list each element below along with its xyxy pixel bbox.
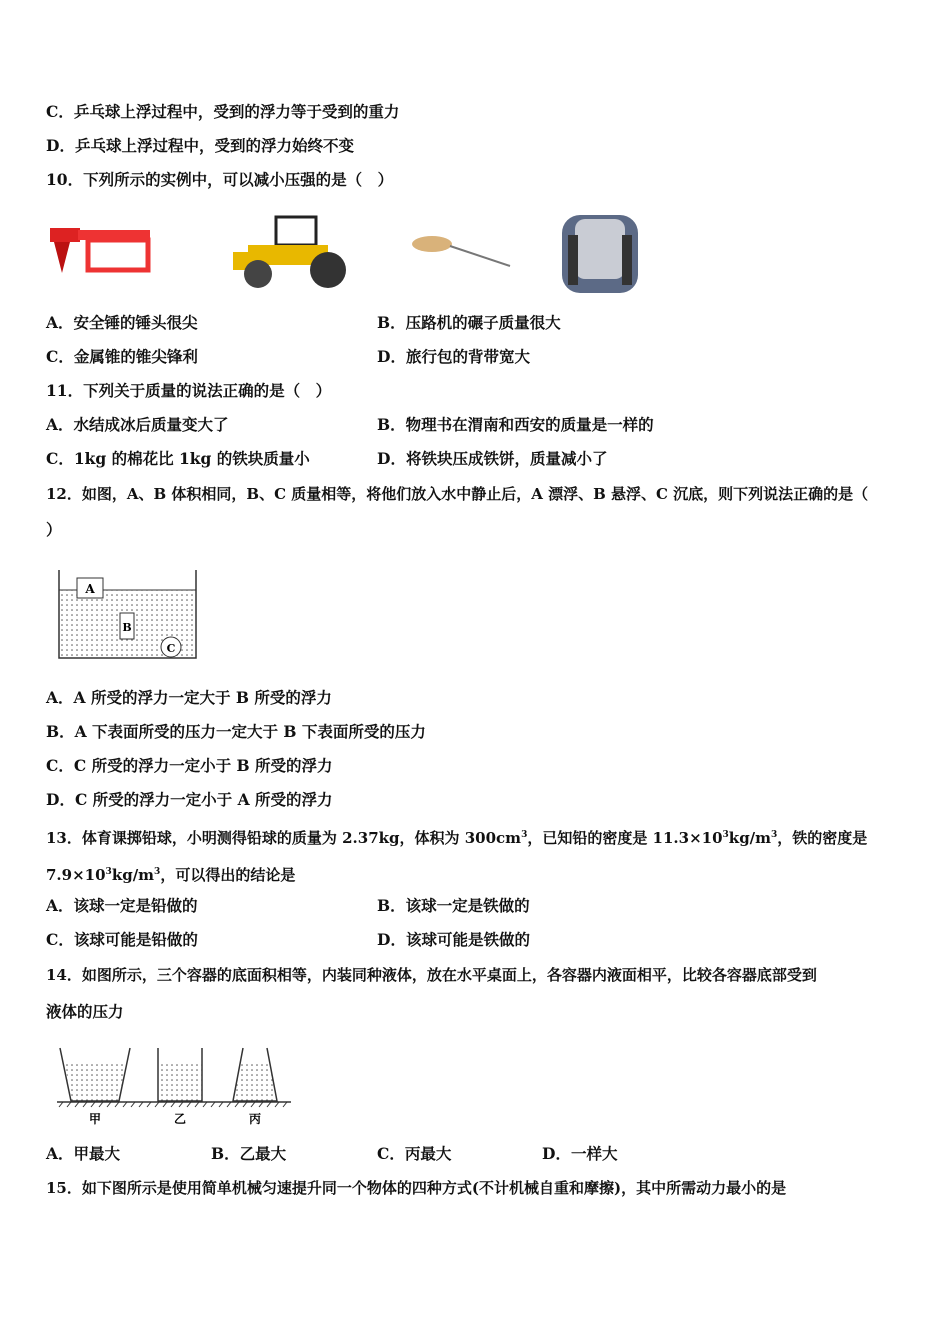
metal-awl-image bbox=[410, 230, 515, 275]
q14-option-c: C．丙最大 bbox=[377, 1144, 452, 1163]
container-label-jia: 甲 bbox=[88, 1112, 102, 1126]
block-b-label: B bbox=[122, 621, 132, 634]
q9-option-c: C．乒乓球上浮过程中，受到的浮力等于受到的重力 bbox=[46, 102, 400, 121]
q14-option-b: B．乙最大 bbox=[211, 1144, 287, 1163]
backpack-image bbox=[550, 205, 650, 297]
q11-option-c: C．1kg 的棉花比 1kg 的铁块质量小 bbox=[46, 449, 310, 468]
q14-stem-line2: 液体的压力 bbox=[46, 1002, 124, 1021]
road-roller-image bbox=[228, 212, 348, 292]
container-label-bing: 丙 bbox=[248, 1112, 262, 1126]
q14-stem: 14．如图所示，三个容器的底面积相等，内装同种液体，放在水平桌面上，各容器内液面相平，比较各容器底部受到 bbox=[46, 966, 817, 984]
block-a-label: A bbox=[85, 582, 95, 596]
q12-stem-end: ） bbox=[46, 520, 62, 539]
q12-stem: 12．如图，A、B 体积相同，B、C 质量相等，将他们放入水中静止后，A 漂浮、B 悬浮、C 沉底，则下列说法正确的是（ bbox=[46, 485, 869, 503]
q13-option-a: A．该球一定是铅做的 bbox=[46, 896, 198, 915]
q14-option-a: A．甲最大 bbox=[46, 1144, 121, 1163]
q11-option-d: D．将铁块压成铁饼，质量减小了 bbox=[377, 449, 608, 468]
q10-option-d: D．旅行包的背带宽大 bbox=[377, 347, 530, 366]
q10-stem: 10．下列所示的实例中，可以减小压强的是（ ） bbox=[46, 170, 394, 189]
q12-option-b: B．A 下表面所受的压力一定大于 B 下表面所受的压力 bbox=[46, 722, 426, 741]
q10-option-c: C．金属锥的锥尖锋利 bbox=[46, 347, 198, 366]
q10-option-b: B．压路机的碾子质量很大 bbox=[377, 313, 561, 332]
q12-option-d: D．C 所受的浮力一定小于 A 所受的浮力 bbox=[46, 790, 333, 809]
q13-stem-line2: $7.9\times 10^3kg/m^3$，可以得出的结论是 bbox=[46, 866, 296, 884]
q9-option-d: D．乒乓球上浮过程中，受到的浮力始终不变 bbox=[46, 136, 354, 155]
q11-option-b: B．物理书在渭南和西安的质量是一样的 bbox=[377, 415, 654, 434]
q13-option-d: D．该球可能是铁做的 bbox=[377, 930, 530, 949]
q13-stem: 13．体育课掷铅球，小明测得铅球的质量为 2.37kg，体积为 $300cm^3$，已知铅的密度是 $11.3\times 10^3kg/m^3$，铁的密度是 bbox=[46, 829, 868, 847]
q11-option-a: A．水结成冰后质量变大了 bbox=[46, 415, 229, 434]
q12-water-container-figure bbox=[55, 568, 200, 663]
q14-option-d: D．一样大 bbox=[542, 1144, 618, 1163]
safety-hammer-image bbox=[48, 218, 158, 293]
q11-stem: 11．下列关于质量的说法正确的是（ ） bbox=[46, 381, 332, 400]
q10-option-a: A．安全锤的锤头很尖 bbox=[46, 313, 198, 332]
ball-c-label: C bbox=[166, 642, 176, 655]
container-label-yi: 乙 bbox=[173, 1112, 187, 1126]
q12-option-a: A．A 所受的浮力一定大于 B 所受的浮力 bbox=[46, 688, 332, 707]
q14-containers-figure bbox=[55, 1043, 295, 1128]
q13-option-b: B．该球一定是铁做的 bbox=[377, 896, 530, 915]
q12-option-c: C．C 所受的浮力一定小于 B 所受的浮力 bbox=[46, 756, 333, 775]
q13-option-c: C．该球可能是铅做的 bbox=[46, 930, 198, 949]
q15-stem: 15．如下图所示是使用简单机械匀速提升同一个物体的四种方式(不计机械自重和摩擦)，其中所需动力最小的是 bbox=[46, 1179, 787, 1197]
